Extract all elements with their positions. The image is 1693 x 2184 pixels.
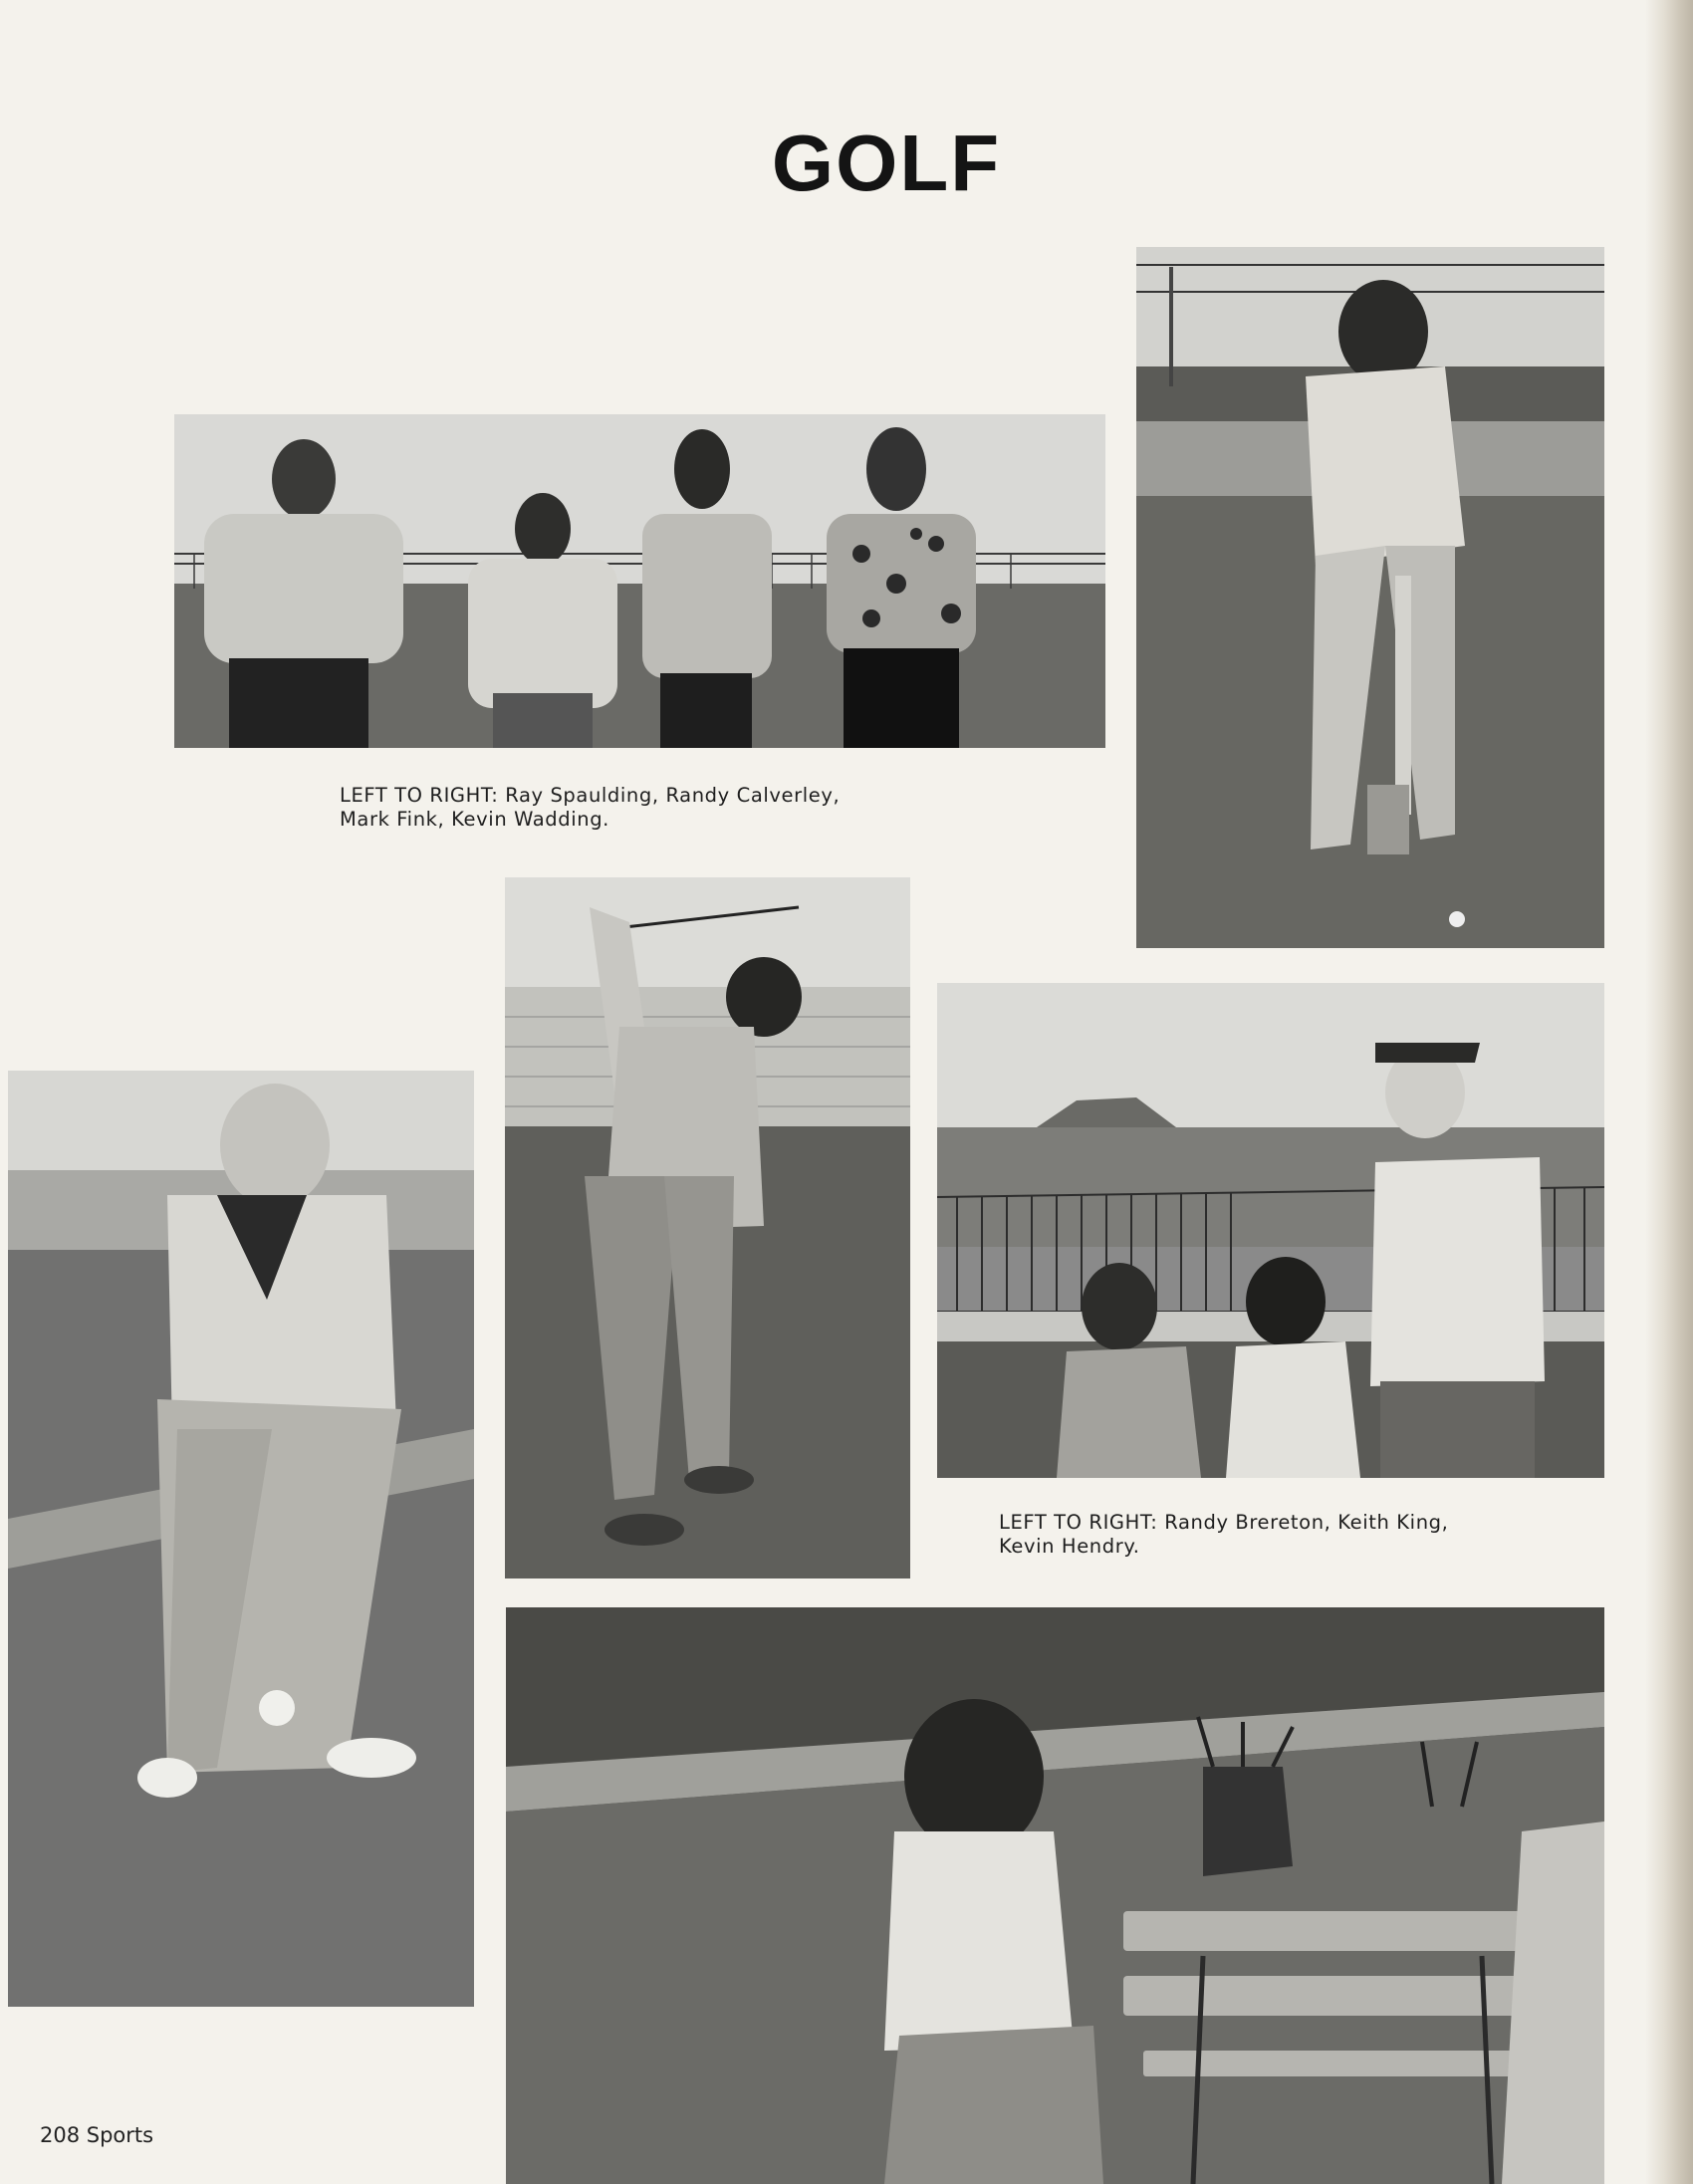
team-group-photo — [174, 414, 1105, 748]
page-edge — [1645, 0, 1693, 2184]
trio-photo-caption — [999, 1511, 1448, 1559]
trio-photo-caption-line1: LEFT TO RIGHT: Randy Brereton, Keith King, — [999, 1511, 1449, 1534]
page-title: GOLF — [771, 119, 1002, 207]
three-golfers-photo — [937, 983, 1604, 1478]
team-photo-caption-line2: Mark Fink, Kevin Wadding. — [340, 808, 609, 831]
team-photo-caption-line1: LEFT TO RIGHT: Ray Spaulding, Randy Calverley, — [340, 784, 841, 807]
coach-chipping-photo — [8, 1071, 474, 2007]
trio-photo-caption-line2: Kevin Hendry. — [999, 1535, 1140, 1558]
team-photo-caption — [340, 784, 840, 832]
putting-golfer-photo — [1136, 247, 1604, 948]
bench-golfer-photo — [506, 1607, 1604, 2184]
page-folio: 208 Sports — [40, 2123, 154, 2147]
backswing-golfer-photo — [505, 877, 910, 1578]
